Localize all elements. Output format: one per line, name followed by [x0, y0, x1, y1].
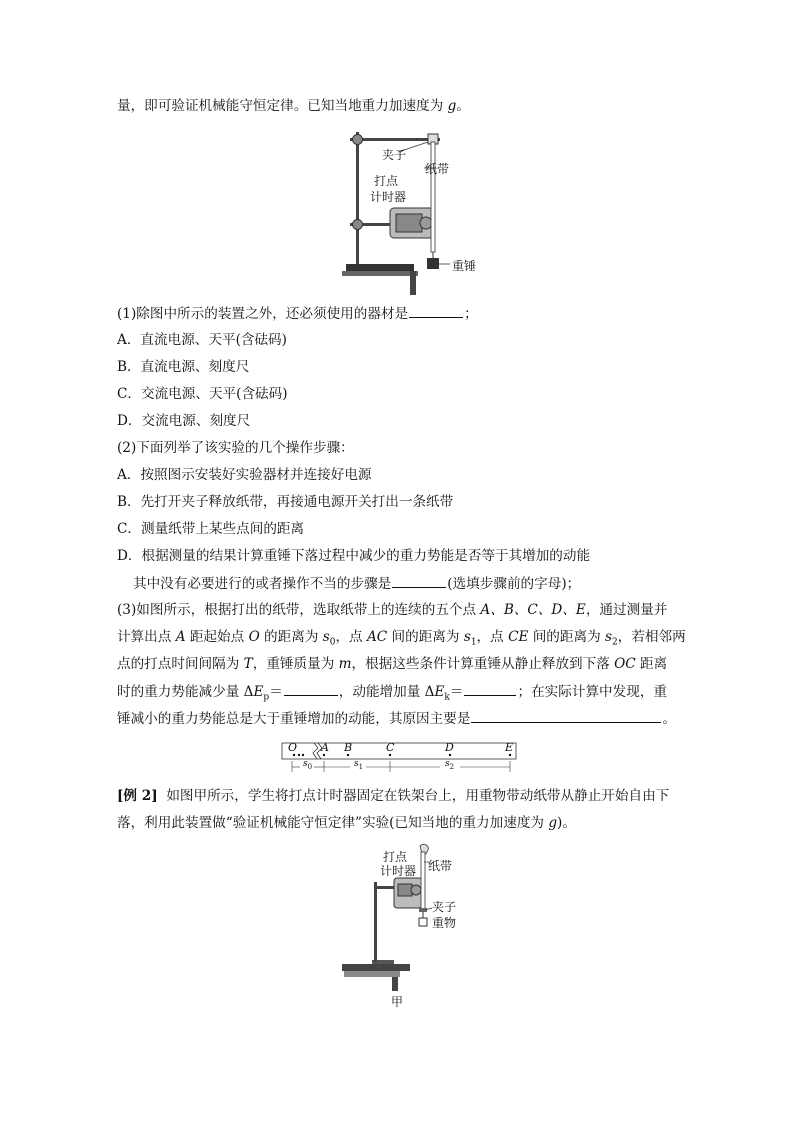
var-s0-sub: 0	[329, 637, 336, 648]
tape-label-a: A	[321, 741, 329, 754]
intro-line	[117, 96, 470, 116]
tape-s1: s	[354, 759, 359, 769]
ex2-label: [例 2]	[117, 788, 158, 804]
fig1-label-timer-2: 计时器	[370, 190, 407, 204]
q3-text: 距离	[635, 656, 668, 672]
q3-line-5	[117, 708, 676, 729]
weight-block	[427, 258, 439, 269]
tape-s1-label	[354, 759, 363, 771]
fig1-label-clip: 夹子	[382, 148, 407, 162]
paper-tape-figure	[280, 740, 520, 776]
q3-text: 计算出点	[117, 629, 176, 645]
var-AC: AC	[366, 629, 388, 645]
q1-stem	[117, 303, 478, 324]
stand-rod	[374, 882, 377, 962]
var-s0: s	[322, 629, 330, 645]
gravity-var: g	[447, 98, 457, 114]
clamp-top	[353, 135, 363, 145]
paper-tape	[431, 142, 435, 252]
tape-label-d: D	[445, 741, 454, 754]
tape-dot-o	[293, 754, 295, 756]
ex2-gravity-var: g	[548, 815, 558, 831]
q3-text: 的距离为	[259, 629, 323, 645]
ex2-text: 落，利用此装置做“验证机械能守恒定律”实验(已知当地的重力加速度为	[117, 815, 549, 831]
table-leg	[410, 271, 416, 295]
table-leg	[392, 977, 398, 991]
q1-option-b: B．直流电源、刻度尺	[117, 359, 250, 375]
clamp-mid	[353, 220, 363, 230]
tape-dot	[302, 754, 304, 756]
q2-step-c: C．测量纸带上某些点间的距离	[117, 521, 305, 537]
tape-s0-sub: 0	[307, 762, 313, 771]
q2-step-a: A．按照图示安装好实验器材并连接好电源	[117, 467, 372, 483]
q1-stem-text: (1)除图中所示的装置之外，还必须使用的器材是	[117, 306, 409, 322]
q3-line-3	[117, 654, 667, 674]
tape-label-e: E	[505, 741, 514, 754]
q2-ask-end: (选填步骤前的字母)；	[447, 576, 581, 592]
var-Ek: E	[434, 684, 445, 700]
tape-strip	[282, 743, 516, 759]
q2-answer-blank[interactable]	[392, 573, 446, 588]
q1-option-a: A．直流电源、天平(含砝码)	[117, 332, 287, 348]
stand-base	[346, 264, 414, 271]
q1-option-c: C．交流电源、天平(含砝码)	[117, 386, 288, 402]
tape-dot-b	[347, 754, 349, 756]
var-O: O	[248, 629, 260, 645]
tape-label-o: O	[288, 741, 298, 754]
paper-tape	[421, 852, 425, 910]
q3-line-4	[117, 681, 667, 708]
var-T: T	[243, 656, 253, 672]
q3-text: 点的打点时间间隔为	[117, 656, 244, 672]
tape-dot-e	[509, 754, 511, 756]
tape-label-b: B	[344, 741, 353, 754]
var-Ek-sub: k	[444, 692, 450, 703]
q1-answer-blank[interactable]	[409, 303, 463, 318]
tape-s2-label	[445, 759, 454, 771]
q3-text: ，通过测量并	[585, 602, 668, 618]
ex2-line-2	[117, 813, 576, 833]
tape-dot-c	[389, 754, 391, 756]
ex2-text: )。	[557, 815, 576, 831]
q3-text: ，点	[476, 629, 509, 645]
q3-text: ，点	[335, 629, 367, 645]
tape-dot	[298, 754, 300, 756]
var-s2: s	[605, 629, 612, 645]
timer-disc	[420, 217, 432, 229]
tape-s0: s	[303, 759, 308, 769]
fig2-label-tape: 纸带	[428, 859, 453, 873]
weight-block	[419, 918, 427, 926]
intro-end: 。	[456, 98, 470, 114]
fig2-label-timer-1: 打点	[383, 850, 408, 864]
ex2-text: 如图甲所示，学生将打点计时器固定在铁架台上，用重物带动纸带从静止开始自由下	[166, 788, 670, 804]
fig2-caption: 甲	[391, 995, 404, 1009]
tape-s0-label	[303, 759, 312, 771]
var-A: A	[175, 629, 186, 645]
fig2-label-clip: 夹子	[432, 900, 457, 914]
var-CE: CE	[508, 629, 529, 645]
q3-text: ，根据这些条件计算重锤从静止释放到下落	[351, 656, 615, 672]
q3-text: 间的距离为	[387, 629, 464, 645]
q2-ask	[133, 573, 580, 594]
q3-text: ，若相邻两	[617, 629, 686, 645]
q3-line-2	[117, 627, 686, 653]
var-Ep-sub: p	[263, 692, 270, 703]
ex2-line-1	[117, 786, 669, 806]
q3-points: A、B、C、D、E	[480, 602, 586, 618]
q2-step-b: B．先打开夹子释放纸带，再接通电源开关打出一条纸带	[117, 494, 454, 510]
var-s2-sub: 2	[612, 637, 618, 648]
table-top	[342, 964, 410, 971]
q2-step-d: D．根据测量的结果计算重锤下落过程中减少的重力势能是否等于其增加的动能	[117, 548, 591, 564]
table-top	[342, 271, 418, 276]
fig2-label-weight: 重物	[432, 916, 457, 930]
q3-text: ，重锤质量为	[252, 656, 339, 672]
tape-dot-d	[449, 754, 451, 756]
q3-text: (3)如图所示，根据打出的纸带，选取纸带上的连续的五个点	[117, 602, 481, 618]
q3-text: 锤减小的重力势能总是大于重锤增加的动能，其原因主要是	[117, 711, 471, 727]
var-m: m	[338, 656, 352, 672]
fig1-label-weight: 重锤	[452, 259, 477, 273]
q3-reason-blank[interactable]	[471, 708, 661, 723]
tape-s2: s	[445, 759, 450, 769]
q3-text: 。	[662, 711, 677, 727]
table-edge	[344, 971, 400, 977]
stand-top-arm	[350, 138, 440, 141]
tape-label-c: C	[386, 741, 395, 754]
q1-stem-end: ；	[464, 306, 478, 322]
var-Ep: E	[253, 684, 264, 700]
q3-text: 距起始点	[185, 629, 249, 645]
q3-text: 时的重力势能减少量 Δ	[117, 684, 254, 700]
stand-rod	[356, 132, 359, 264]
timer-coil	[396, 214, 422, 232]
tape-dot-a	[323, 754, 325, 756]
q3-text: ＝	[269, 684, 283, 700]
q3-text: ，动能增加量 Δ	[338, 684, 435, 700]
q2-ask-text: 其中没有必要进行的或者操作不当的步骤是	[133, 576, 392, 592]
fig1-label-timer-1: 打点	[374, 174, 399, 188]
q3-text: 间的距离为	[528, 629, 606, 645]
q3-ek-blank[interactable]	[464, 681, 516, 696]
timer-coil	[398, 884, 412, 896]
intro-text: 量，即可验证机械能守恒定律。已知当地重力加速度为	[117, 98, 448, 114]
var-s1: s	[463, 629, 471, 645]
q3-text: ；在实际计算中发现，重	[517, 684, 668, 700]
var-s1-sub: 1	[470, 637, 477, 648]
fig2-label-timer-2: 计时器	[380, 864, 417, 878]
var-OC: OC	[614, 656, 636, 672]
tape-s1-sub: 1	[358, 762, 364, 771]
timer-disc	[411, 885, 421, 895]
tape-s2-sub: 2	[449, 762, 455, 771]
fig1-label-tape: 纸带	[425, 162, 450, 176]
q2-stem: (2)下面列举了该实验的几个操作步骤：	[117, 440, 354, 456]
q3-ep-blank[interactable]	[284, 681, 338, 696]
q3-line-1	[117, 600, 667, 620]
q3-text: ＝	[449, 684, 464, 700]
q1-option-d: D．交流电源、刻度尺	[117, 413, 251, 429]
